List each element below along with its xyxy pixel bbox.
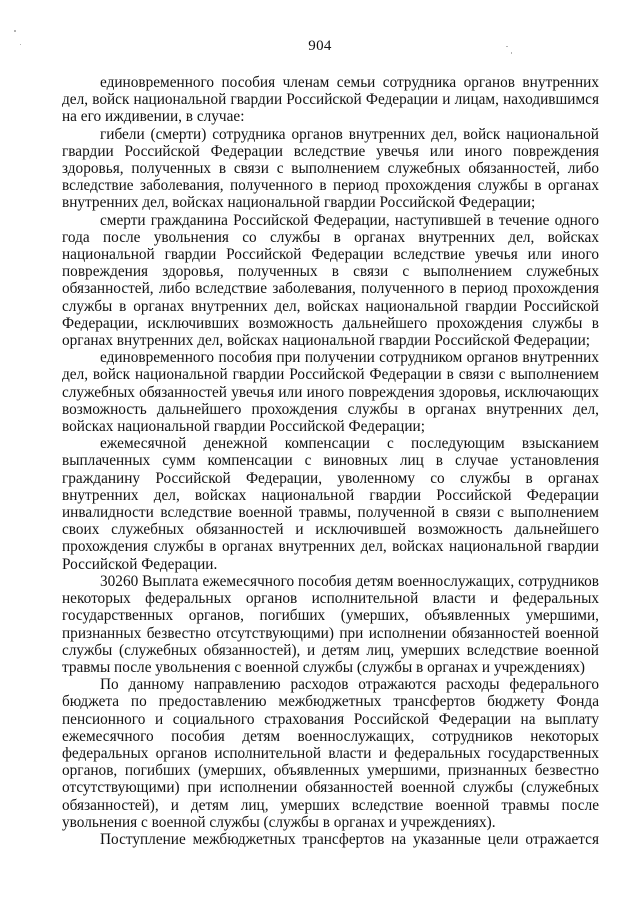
document-body [62, 74, 599, 848]
paragraph-transfers-receipt: Поступление межбюджетных трансфертов на указанные цели отражается [100, 830, 599, 848]
page-number: 904 [308, 38, 332, 54]
paragraph-code-30260: 30260 Выплата ежемесячного пособия детям военнослужащих, сотрудников некоторых федеральных органов исполнительной власти и федеральных государственных органов, погибших (умерших, объявленных умершими, признанных безвестно отсутствующими) при исполнении обязанностей военной службы (служебных обязанностей), и детям лиц, умерших вследствие военной травмы после увольнения с военной службы (службы в органах и учреждениях) [62, 572, 599, 676]
paragraph-monthly-compensation: ежемесячной денежной компенсации с последующим взысканием выплаченных сумм компенсации с виновных лиц в случае установления гражданину Российской Федерации, уволенному со службы в органах внутренних дел, войсках национальной гвардии Российской Федерации инвалидности вследствие военной травмы, полученной в связи с выполнением своих служебных обязанностей и исключившей возможность дальнейшего прохождения службы в органах внутренних дел, войсках национальной гвардии Российской Федерации. [62, 435, 599, 573]
scan-speck [14, 30, 16, 32]
paragraph-lump-sum-injury: единовременного пособия при получении сотрудником органов внутренних дел, войск национальной гвардии Российской Федерации в связи с выполнением служебных обязанностей увечья или иного повреждения здоровья, исключающих возможность дальнейшего прохождения службы в органах внутренних дел, войсках национальной гвардии Российской Федерации; [62, 349, 599, 436]
paragraph-death-after-dismissal: смерти гражданина Российской Федерации, наступившей в течение одного года после увольнения со службы в органах внутренних дел, войсках национальной гвардии Российской Федерации вследствие увечья или иного повреждения здоровья, полученных в связи с выполнением служебных обязанностей, либо вследствие заболевания, полученного в период прохождения службы в органах внутренних дел, войсках национальной гвардии Российской Федерации, исключивших возможность дальнейшего прохождения службы в органах внутренних дел, войсках национальной гвардии Российской Федерации; [62, 211, 599, 350]
paragraph-death-of-officer: гибели (смерти) сотрудника органов внутренних дел, войск национальной гвардии Российской Федерации вследствие увечья или иного повреждения здоровья, полученных в связи с выполнением служебных обязанностей, либо вследствие заболевания, полученного в период прохождения службы в органах внутренних дел, войсках национальной гвардии Российской Федерации; [62, 125, 599, 212]
paragraph-lump-sum-family: единовременного пособия членам семьи сотрудника органов внутренних дел, войск национальной гвардии Российской Федерации и лицам, находившимся на его иждивении, в случае: [62, 74, 599, 126]
paragraph-expenditure-description: По данному направлению расходов отражаются расходы федерального бюджета по предоставлению межбюджетных трансфертов бюджету Фонда пенсионного и социального страхования Российской Федерации на выплату ежемесячного пособия детям военнослужащих, сотрудников некоторых федеральных органов исполнительной власти и федеральных государственных органов, погибших (умерших, объявленных умершими, признанных безвестно отсутствующими) при исполнении обязанностей военной службы (служебных обязанностей), и детям лиц, умерших вследствие военной травмы после увольнения с военной службы (службы в органах и учреждениях). [62, 676, 599, 831]
